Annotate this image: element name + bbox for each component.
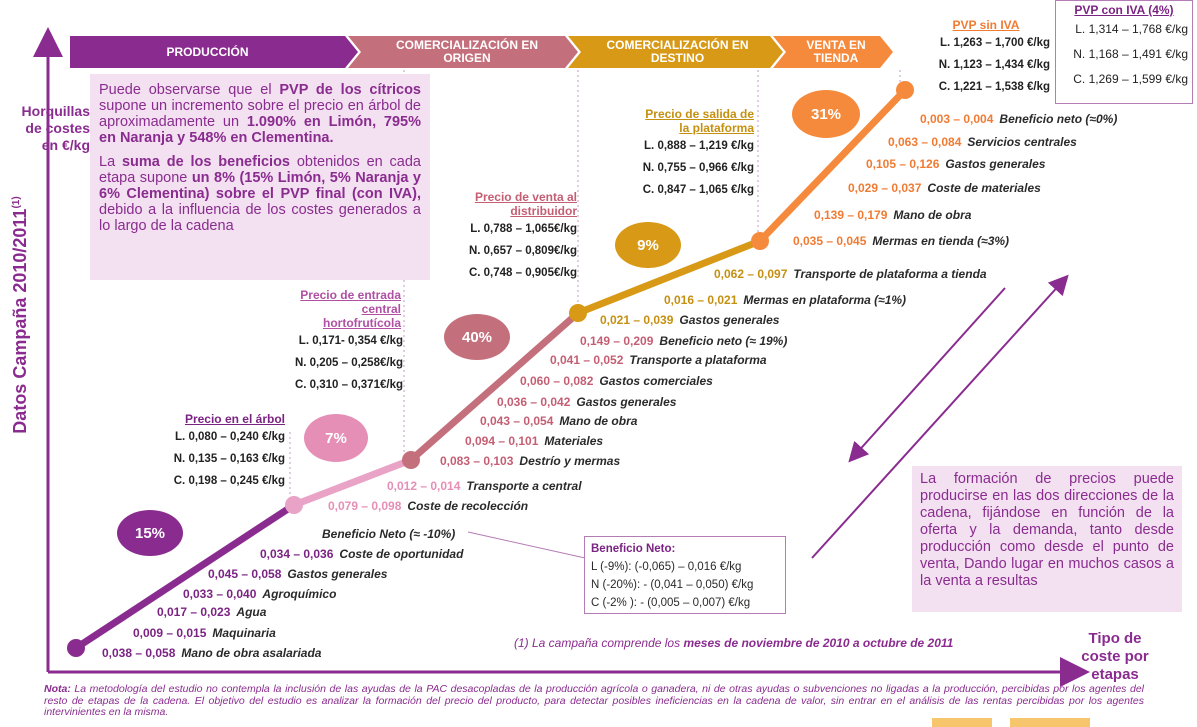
stage-label-origen: COMERCIALIZACIÓN EN ORIGEN	[396, 38, 538, 65]
campaign-footnote: (1) La campaña comprende los meses de noviembre de 2010 a octubre de 2011	[514, 636, 954, 650]
benefit-connector	[460, 528, 590, 568]
cost-item: 0,043 – 0,054 Mano de obra	[480, 414, 638, 428]
cost-item: 0,016 – 0,021 Mermas en plataforma (≈1%)	[664, 293, 907, 307]
cost-item: 0,021 – 0,039 Gastos generales	[600, 313, 780, 327]
intro-paragraph-2: La suma de los beneficios obtenidos en cada etapa supone un 8% (15% Limón, 5% Naranja y 6% Clementina) sobre el PVP final (con IVA), debido a la influencia de los costes generados a lo largo de la cadena	[99, 154, 421, 234]
node-tienda	[896, 81, 914, 99]
benefit-box-title: Beneficio Neto:	[591, 543, 676, 555]
stage-label-produccion: PRODUCCIÓN	[166, 44, 249, 59]
price-pvp-con-iva-title: PVP con IVA (4%)	[1074, 3, 1174, 17]
price-central-title: Precio de entrada central hortofrutícola	[300, 288, 401, 330]
direction-arrow-down	[855, 288, 1005, 455]
cost-item: 0,009 – 0,015 Maquinaria	[133, 626, 276, 640]
intro-box	[90, 74, 430, 280]
y-axis-title: Datos Campaña 2010/2011$^{(1)}$	[10, 196, 30, 434]
cost-item: 0,149 – 0,209 Beneficio neto (≈ 19%)	[580, 334, 788, 348]
stage-label-destino: COMERCIALIZACIÓN EN DESTINO	[606, 38, 749, 65]
stage-label-tienda: VENTA EN TIENDA	[806, 38, 866, 65]
nota: Nota: La metodología del estudio no contempla la inclusión de las ayudas de la PAC desacopladas de la producción agrícola o ganadera, ni de otras ayudas o subvenciones no ligadas a la producción, percibidas por los agentes del resto de etapas de la cadena. El objetivo del estudio es analizar la formación del precio del producto, para detectar posibles ineficiencias en la cadena de valor, sin entrar en el análisis de las rentas percibidas por los agentes intervinientes en la misma.	[44, 683, 1144, 718]
pct-destination: 9%	[615, 222, 681, 268]
pct-harvest: 7%	[304, 414, 368, 462]
x-axis-title: Tipo de coste por etapas	[1081, 630, 1149, 683]
cost-item: 0,029 – 0,037 Coste de materiales	[848, 181, 1041, 195]
cost-item: 0,003 – 0,004 Beneficio neto (≈0%)	[920, 112, 1118, 126]
y-axis-subtitle: Horquillas de costes en €/kg	[21, 103, 90, 153]
price-distribuidor: Precio de venta al distribuidor L. 0,788 – 1,065€/kg N. 0,657 – 0,809€/kg C. 0,748 – 0,905€/kg	[455, 190, 577, 284]
pct-store: 31%	[792, 90, 860, 138]
cost-item: 0,094 – 0,101 Materiales	[465, 434, 604, 448]
node-distribuidor	[569, 304, 587, 322]
node-plataforma	[751, 232, 769, 250]
cost-item: 0,034 – 0,036 Coste de oportunidad	[260, 547, 464, 561]
decorative-tab-1	[932, 718, 992, 727]
cost-item: 0,033 – 0,040 Agroquímico	[183, 587, 337, 601]
cost-item: 0,041 – 0,052 Transporte a plataforma	[550, 353, 767, 367]
cost-item: 0,012 – 0,014 Transporte a central	[387, 479, 582, 493]
intro-paragraph-1: Puede observarse que el PVP de los cítricos supone un incremento sobre el precio en árbol de aproximadamente un 1.090% en Limón, 795% en Naranja y 548% en Clementina.	[99, 82, 422, 146]
cost-item: 0,083 – 0,103 Destrío y mermas	[440, 454, 621, 468]
cost-item: 0,038 – 0,058 Mano de obra asalariada	[102, 646, 322, 660]
cost-item: 0,079 – 0,098 Coste de recolección	[328, 499, 529, 513]
cost-item: 0,045 – 0,058 Gastos generales	[208, 567, 388, 581]
cost-item: 0,139 – 0,179 Mano de obra	[814, 208, 972, 222]
price-pvp-sin-iva: PVP sin IVA L. 1,263 – 1,700 €/kg N. 1,123 – 1,434 €/kg C. 1,221 – 1,538 €/kg	[922, 18, 1050, 98]
pct-production: 15%	[117, 510, 183, 556]
benefit-box: Beneficio Neto: L (-9%): (-0,065) – 0,016 €/kg N (-20%): - (0,041 – 0,050) €/kg C (-2% ): - (0,005 – 0,007) €/kg	[584, 536, 786, 614]
price-pvp-sin-iva-title: PVP sin IVA	[952, 18, 1020, 32]
node-start	[67, 639, 85, 657]
price-arbol: Precio en el árbol L. 0,080 – 0,240 €/kg N. 0,135 – 0,163 €/kg C. 0,198 – 0,245 €/kg	[160, 412, 285, 492]
price-arbol-title: Precio en el árbol	[184, 412, 285, 426]
cost-item: 0,036 – 0,042 Gastos generales	[497, 395, 677, 409]
cost-item: 0,105 – 0,126 Gastos generales	[866, 157, 1046, 171]
node-central	[402, 451, 420, 469]
price-plataforma-title: Precio de salida de la plataforma	[645, 107, 754, 135]
cost-item-benefit-production: Beneficio Neto (≈ -10%)	[322, 527, 456, 541]
cost-item: 0,035 – 0,045 Mermas en tienda (≈3%)	[793, 234, 1010, 248]
cost-item: 0,063 – 0,084 Servicios centrales	[888, 135, 1077, 149]
price-plataforma: Precio de salida de la plataforma L. 0,888 – 1,219 €/kg N. 0,755 – 0,966 €/kg C. 0,847 – 1,065 €/kg	[632, 107, 754, 201]
cost-item: 0,017 – 0,023 Agua	[157, 605, 267, 619]
price-distribuidor-title: Precio de venta al distribuidor	[474, 190, 577, 218]
cost-item: 0,062 – 0,097 Transporte de plataforma a tienda	[714, 267, 987, 281]
right-note-box: La formación de precios puede producirse en las dos direcciones de la cadena, fijándose en función de la oferta y la demanda, tanto desde producción como desde el punto de venta, Dando lugar en muchos casos a la venta a resultas	[912, 466, 1182, 612]
price-pvp-con-iva: PVP con IVA (4%) L. 1,314 – 1,768 €/kg N. 1,168 – 1,491 €/kg C. 1,269 – 1,599 €/kg	[1055, 0, 1193, 104]
price-central: Precio de entrada central hortofrutícola L. 0,171- 0,354 €/kg N. 0,205 – 0,258€/kg C. 0,310 – 0,371€/kg	[283, 288, 403, 396]
pct-origin: 40%	[444, 314, 510, 360]
cost-item: 0,060 – 0,082 Gastos comerciales	[520, 374, 713, 388]
node-arbol	[285, 496, 303, 514]
decorative-tab-2	[1010, 718, 1090, 727]
